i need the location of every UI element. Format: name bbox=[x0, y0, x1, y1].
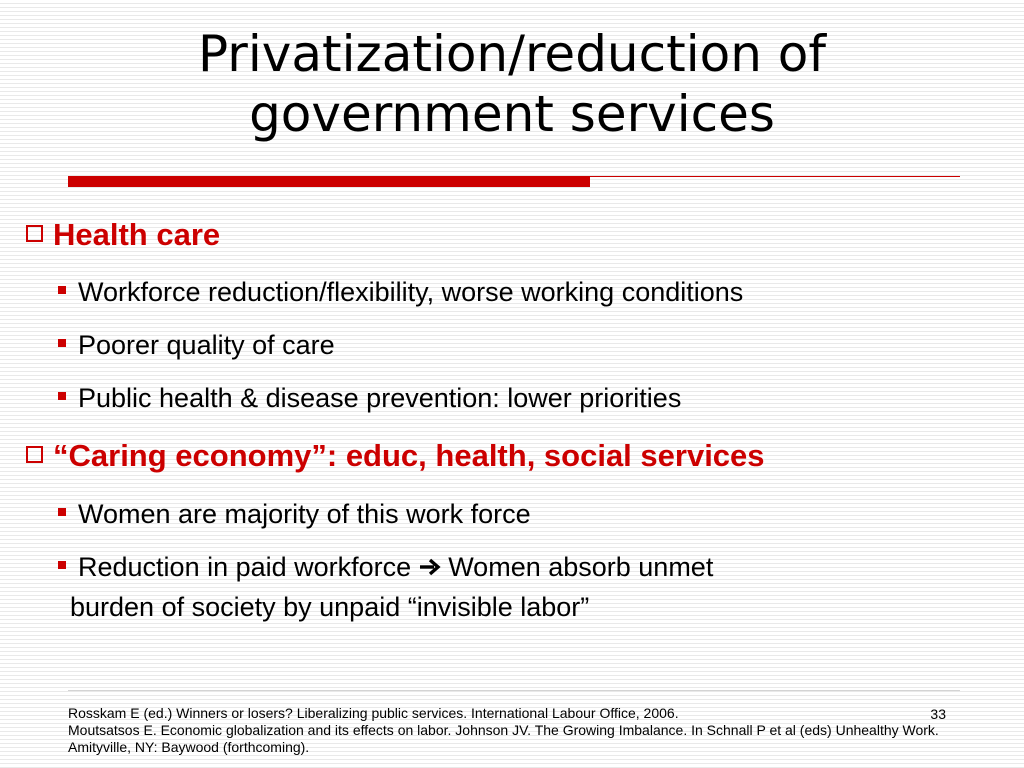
bullet-text: Workforce reduction/flexibility, worse working conditions bbox=[78, 277, 744, 307]
reference-item: Moutsatsos E. Economic globalization and its effects on labor. Johnson JV. The Growing Imbalance. In Schnall P et al (eds) Unhealthy Work. Amityville, NY: Baywood (forthcoming). bbox=[68, 722, 939, 755]
reference-item: Rosskam E (ed.) Winners or losers? Liberalizing public services. International Labour Office, 2006. bbox=[68, 705, 679, 721]
footer-divider bbox=[68, 690, 960, 691]
bullet-text-after-arrow: Women absorb unmet bbox=[440, 552, 714, 582]
square-bullet-icon bbox=[58, 286, 66, 294]
bullet-item bbox=[58, 272, 743, 312]
bullet-continuation: burden of society by unpaid “invisible labor” bbox=[70, 592, 590, 622]
bullet-item bbox=[58, 325, 335, 365]
bullet-text: Poorer quality of care bbox=[78, 330, 335, 360]
hollow-square-bullet-icon bbox=[26, 446, 43, 463]
title-underline-thick bbox=[68, 176, 590, 187]
hollow-square-bullet-icon bbox=[26, 225, 43, 242]
square-bullet-icon bbox=[58, 508, 66, 516]
section-heading-health-care bbox=[26, 217, 220, 253]
bullet-text: Public health & disease prevention: lower priorities bbox=[78, 383, 682, 413]
page-number: 33 bbox=[930, 706, 946, 722]
bullet-item bbox=[58, 494, 531, 534]
slide-title bbox=[60, 24, 964, 144]
section-heading-label: Health care bbox=[53, 217, 221, 252]
square-bullet-icon bbox=[58, 561, 66, 569]
bullet-item bbox=[58, 547, 713, 627]
bullet-text-before-arrow: Reduction in paid workforce bbox=[78, 552, 419, 582]
square-bullet-icon bbox=[58, 392, 66, 400]
bullet-item bbox=[58, 378, 681, 418]
right-arrow-icon bbox=[419, 557, 441, 577]
title-line-2: government services bbox=[249, 85, 775, 143]
section-heading-caring-economy bbox=[26, 438, 765, 474]
section-heading-label: “Caring economy”: educ, health, social services bbox=[53, 438, 765, 473]
title-line-1: Privatization/reduction of bbox=[198, 25, 826, 83]
references bbox=[68, 705, 948, 756]
square-bullet-icon bbox=[58, 339, 66, 347]
title-underline-thin bbox=[590, 176, 960, 177]
bullet-text: Women are majority of this work force bbox=[78, 499, 531, 529]
